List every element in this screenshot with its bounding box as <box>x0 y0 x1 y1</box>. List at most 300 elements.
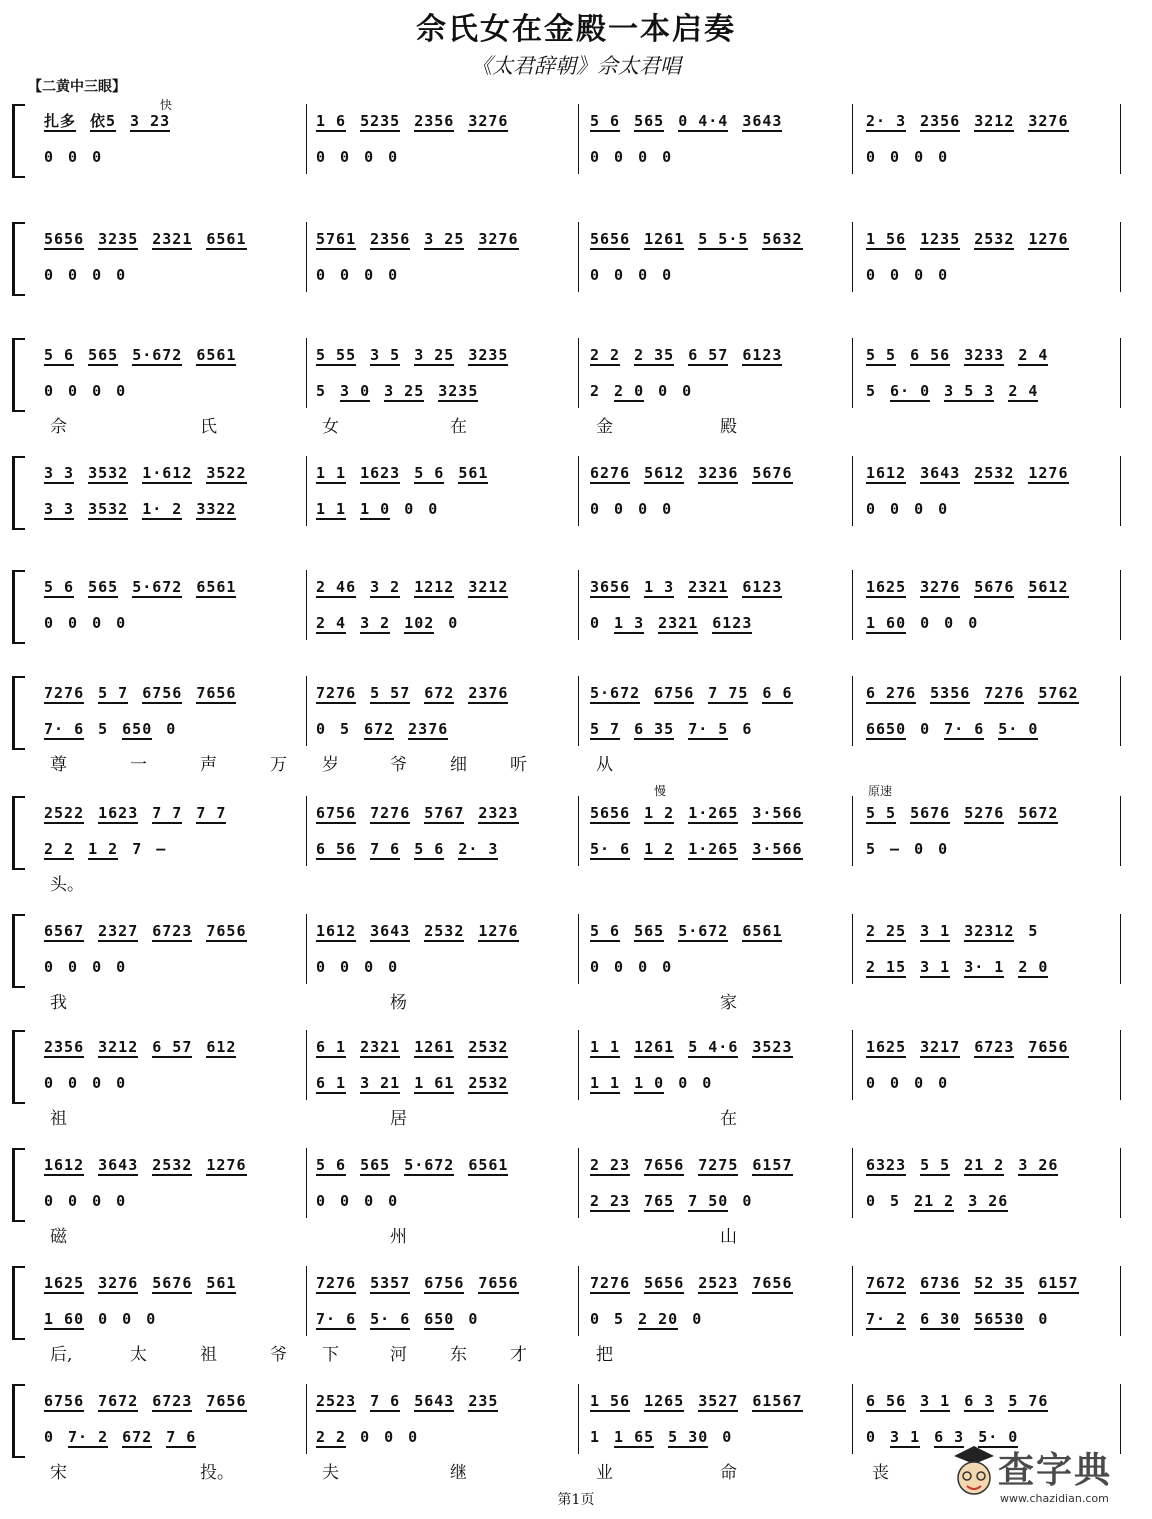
note-group: 1 0 <box>360 500 391 518</box>
note-group: 5 6 <box>414 464 445 482</box>
lyric-syllable: 丧 <box>872 1463 889 1483</box>
measure <box>316 840 566 862</box>
note-group: 3276 <box>98 1274 139 1292</box>
measure <box>590 958 846 980</box>
note-group: 6123 <box>742 346 783 364</box>
lyric-syllable: 家 <box>720 993 737 1013</box>
note-group: 0 <box>638 958 649 976</box>
note-group: 7656 <box>206 1392 247 1410</box>
note-group: 1625 <box>866 578 907 596</box>
measure <box>590 804 846 826</box>
note-group: 1261 <box>634 1038 675 1056</box>
note-group: 0 <box>44 148 55 166</box>
measure <box>44 1392 284 1414</box>
measure <box>44 684 284 706</box>
note-group: 1261 <box>414 1038 455 1056</box>
note-group: 0 <box>384 1428 395 1446</box>
score-system <box>0 796 1152 895</box>
measure <box>590 1156 846 1178</box>
note-group: 7· 6 <box>316 1310 357 1328</box>
note-group: 1 1 <box>590 1038 621 1056</box>
note-group: 3 25 <box>384 382 425 400</box>
note-group: 21 2 <box>914 1192 955 1210</box>
note-group: 2321 <box>658 614 699 632</box>
note-group: 0 <box>44 1192 55 1210</box>
note-group: 5656 <box>590 804 631 822</box>
mode-label: 【二黄中三眼】 <box>28 79 126 95</box>
measure <box>590 230 846 252</box>
note-group: 7 6 <box>166 1428 197 1446</box>
note-group: 0 <box>116 614 127 632</box>
note-group: 3276 <box>468 112 509 130</box>
measure <box>590 500 846 522</box>
note-group: 1276 <box>206 1156 247 1174</box>
score-system <box>0 676 1152 775</box>
note-group: 5762 <box>1038 684 1079 702</box>
lyrics-row <box>0 1104 1152 1128</box>
lyric-syllable: 命 <box>720 1463 737 1483</box>
note-group: 0 <box>340 266 351 284</box>
note-group: 1 1 <box>590 1074 621 1092</box>
measure <box>316 1310 566 1332</box>
note-group: 0 <box>866 500 877 518</box>
note-group: 0 <box>638 500 649 518</box>
measure <box>44 112 284 134</box>
note-group: 3 2 <box>360 614 391 632</box>
note-group: 1 2 <box>644 840 675 858</box>
note-group: 0 <box>116 958 127 976</box>
note-group: 6 3 <box>934 1428 965 1446</box>
note-group: 1 3 <box>614 614 645 632</box>
note-group: 0 <box>44 1428 55 1446</box>
note-group: 7656 <box>206 922 247 940</box>
tempo-mark-fast: 快 <box>160 98 173 112</box>
note-group: 3 26 <box>1018 1156 1059 1174</box>
note-group: 6 57 <box>152 1038 193 1056</box>
note-group: 5·672 <box>404 1156 455 1174</box>
measure <box>316 922 566 944</box>
score-system <box>0 1266 1152 1365</box>
measure <box>44 1428 284 1450</box>
note-group: 5· 0 <box>978 1428 1019 1446</box>
vocal-row <box>0 1074 1152 1096</box>
note-group: 1 3 <box>644 578 675 596</box>
lyric-syllable: 夫 <box>322 1463 339 1483</box>
note-group: 2 0 <box>1018 958 1049 976</box>
note-group: 5 5 <box>866 804 897 822</box>
measure <box>590 1274 846 1296</box>
note-group: 2327 <box>98 922 139 940</box>
note-group: 0 <box>938 148 949 166</box>
note-group: 0 <box>44 614 55 632</box>
note-group: 21 2 <box>964 1156 1005 1174</box>
note-group: 2523 <box>316 1392 357 1410</box>
lyric-syllable: 在 <box>720 1109 737 1129</box>
note-group: 7656 <box>644 1156 685 1174</box>
lyric-syllable: 祖 <box>200 1345 217 1365</box>
lyric-syllable: 下 <box>322 1345 339 1365</box>
lyric-syllable: 我 <box>50 993 67 1013</box>
note-group: 0 <box>914 840 925 858</box>
note-group: 6· 0 <box>890 382 931 400</box>
note-group: 0 <box>590 148 601 166</box>
note-group: 2376 <box>408 720 449 738</box>
note-group: 6 1 <box>316 1038 347 1056</box>
note-group: 0 <box>590 266 601 284</box>
note-group: 61567 <box>752 1392 803 1410</box>
note-group: 5276 <box>964 804 1005 822</box>
measure <box>590 464 846 486</box>
note-group: 1612 <box>866 464 907 482</box>
note-group: 3522 <box>206 464 247 482</box>
note-group: 5 5 <box>920 1156 951 1174</box>
measure <box>866 840 1116 862</box>
note-group: 5356 <box>930 684 971 702</box>
note-group: 5·672 <box>132 578 183 596</box>
note-group: 6723 <box>152 1392 193 1410</box>
measure <box>316 266 566 288</box>
note-group: 3·566 <box>752 840 803 858</box>
note-group: 2532 <box>152 1156 193 1174</box>
note-group: 2532 <box>974 464 1015 482</box>
tempo-mark-slow: 慢 <box>654 784 667 798</box>
note-group: 0 <box>408 1428 419 1446</box>
note-group: 3235 <box>468 346 509 364</box>
note-group: 7 7 <box>196 804 227 822</box>
note-group: 7· 2 <box>68 1428 109 1446</box>
note-group: 6 276 <box>866 684 917 702</box>
measure <box>44 840 284 862</box>
note-group: 0 <box>742 1192 753 1210</box>
note-group: 6 1 <box>316 1074 347 1092</box>
note-group: 5676 <box>974 578 1015 596</box>
note-group: 0 <box>116 266 127 284</box>
measure <box>316 684 566 706</box>
vocal-row <box>0 500 1152 522</box>
note-group: 0 <box>590 614 601 632</box>
note-group: 6276 <box>590 464 631 482</box>
note-group: 3 5 3 <box>944 382 995 400</box>
note-group: 5· 6 <box>590 840 631 858</box>
measure <box>44 1192 284 1214</box>
measure <box>866 1310 1116 1332</box>
note-group: 7276 <box>44 684 85 702</box>
note-group: 2 0 <box>614 382 645 400</box>
note-group: 5632 <box>762 230 803 248</box>
note-group: 5 <box>614 1310 625 1328</box>
measure <box>44 148 284 170</box>
note-group: 0 <box>658 382 669 400</box>
note-group: 1 6 <box>316 112 347 130</box>
note-group: 0 <box>938 840 949 858</box>
note-group: 5 55 <box>316 346 357 364</box>
note-group: 1·612 <box>142 464 193 482</box>
note-group: 5 30 <box>668 1428 709 1446</box>
note-group: 0 <box>662 266 673 284</box>
note-group: 1276 <box>478 922 519 940</box>
note-group: 1276 <box>1028 230 1069 248</box>
note-group: 2 46 <box>316 578 357 596</box>
note-group: 1612 <box>44 1156 85 1174</box>
lyric-syllable: 继 <box>450 1463 467 1483</box>
note-group: 7 7 <box>152 804 183 822</box>
note-group: 0 <box>692 1310 703 1328</box>
measure <box>866 1192 1116 1214</box>
note-group: — <box>156 840 167 858</box>
note-group: 3322 <box>196 500 237 518</box>
lyric-syllable: 才 <box>510 1345 527 1365</box>
note-group: 扎多 <box>44 112 77 130</box>
note-group: 6650 <box>866 720 907 738</box>
note-group: 7 <box>132 840 143 858</box>
note-group: 6561 <box>196 578 237 596</box>
note-group: 0 <box>68 1192 79 1210</box>
note-group: 235 <box>468 1392 499 1410</box>
note-group: 7 6 <box>370 840 401 858</box>
note-group: 0 <box>92 148 103 166</box>
note-group: 1 1 <box>316 500 347 518</box>
note-group: 0 <box>388 148 399 166</box>
note-group: 102 <box>404 614 435 632</box>
lyric-syllable: 佘 <box>50 417 67 437</box>
measure <box>44 922 284 944</box>
note-group: 5 <box>98 720 109 738</box>
note-group: 1623 <box>98 804 139 822</box>
measure <box>590 840 846 862</box>
note-group: 2 4 <box>1018 346 1049 364</box>
lyric-syllable: 磁 <box>50 1227 67 1247</box>
note-group: 1 2 <box>88 840 119 858</box>
accompaniment-row <box>0 1038 1152 1060</box>
lyric-syllable: 万 <box>270 755 287 775</box>
note-group: 5 7 <box>590 720 621 738</box>
note-group: 561 <box>458 464 489 482</box>
measure <box>316 1192 566 1214</box>
measure <box>316 1074 566 1096</box>
note-group: 52 35 <box>974 1274 1025 1292</box>
lyric-syllable: 太 <box>130 1345 147 1365</box>
note-group: 2356 <box>44 1038 85 1056</box>
note-group: 0 <box>316 958 327 976</box>
note-group: 5 57 <box>370 684 411 702</box>
note-group: 1 60 <box>44 1310 85 1328</box>
note-group: 0 <box>866 1074 877 1092</box>
note-group: 0 <box>364 266 375 284</box>
note-group: 0 <box>914 500 925 518</box>
lyric-syllable: 细 <box>450 755 467 775</box>
note-group: 0 <box>68 614 79 632</box>
note-group: 5 <box>316 382 327 400</box>
measure <box>866 922 1116 944</box>
score-system <box>0 1148 1152 1247</box>
note-group: 1623 <box>360 464 401 482</box>
note-group: 6157 <box>752 1156 793 1174</box>
note-group: 1261 <box>644 230 685 248</box>
note-group: 0 4·4 <box>678 112 729 130</box>
note-group: 6723 <box>974 1038 1015 1056</box>
vocal-row <box>0 614 1152 636</box>
note-group: 2 2 <box>44 840 75 858</box>
note-group: 7276 <box>984 684 1025 702</box>
lyrics-row <box>0 988 1152 1012</box>
note-group: 0 <box>682 382 693 400</box>
measure <box>316 578 566 600</box>
note-group: 1265 <box>644 1392 685 1410</box>
note-group: 1 0 <box>634 1074 665 1092</box>
note-group: 3643 <box>98 1156 139 1174</box>
vocal-row <box>0 958 1152 980</box>
measure <box>866 230 1116 252</box>
note-group: 0 <box>590 1310 601 1328</box>
note-group: 0 <box>590 500 601 518</box>
note-group: 0 <box>428 500 439 518</box>
note-group: 1612 <box>316 922 357 940</box>
lyric-syllable: 后, <box>50 1345 73 1365</box>
note-group: 5·672 <box>678 922 729 940</box>
note-group: 3643 <box>920 464 961 482</box>
note-group: 6 56 <box>866 1392 907 1410</box>
note-group: 650 <box>424 1310 455 1328</box>
note-group: 1·265 <box>688 804 739 822</box>
note-group: 6 3 <box>964 1392 995 1410</box>
lyric-syllable: 把 <box>596 1345 613 1365</box>
note-group: 0 <box>866 1192 877 1210</box>
note-group: 3 0 <box>340 382 371 400</box>
note-group: 612 <box>206 1038 237 1056</box>
note-group: 5676 <box>910 804 951 822</box>
lyric-syllable: 殿 <box>720 417 737 437</box>
note-group: 3212 <box>974 112 1015 130</box>
lyric-syllable: 从 <box>596 755 613 775</box>
note-group: 5 6 <box>44 578 75 596</box>
note-group: 0 <box>938 266 949 284</box>
note-group: 6 56 <box>910 346 951 364</box>
note-group: 1235 <box>920 230 961 248</box>
note-group: 0 <box>448 614 459 632</box>
measure <box>590 614 846 636</box>
note-group: 0 <box>920 614 931 632</box>
note-group: 2323 <box>478 804 519 822</box>
note-group: 5656 <box>644 1274 685 1292</box>
accompaniment-row <box>0 578 1152 600</box>
note-group: 5 5 <box>866 346 897 364</box>
note-group: 0 <box>678 1074 689 1092</box>
lyrics-row <box>0 412 1152 436</box>
watermark-title: 查字典 <box>998 1450 1113 1491</box>
accompaniment-row <box>0 1274 1152 1296</box>
note-group: 7656 <box>196 684 237 702</box>
note-group: 5 5·5 <box>698 230 749 248</box>
note-group: 0 <box>166 720 177 738</box>
score-system <box>0 456 1152 536</box>
measure <box>44 804 284 826</box>
watermark-url: www.chazidian.com <box>1000 1492 1109 1505</box>
note-group: 5 6 <box>414 840 445 858</box>
lyric-syllable: 州 <box>390 1227 407 1247</box>
note-group: 5235 <box>360 112 401 130</box>
score-system <box>0 914 1152 1013</box>
note-group: 1 61 <box>414 1074 455 1092</box>
note-group: 0 <box>92 958 103 976</box>
note-group: 3527 <box>698 1392 739 1410</box>
measure <box>316 112 566 134</box>
note-group: 5 6 <box>590 922 621 940</box>
note-group: 0 <box>388 266 399 284</box>
lyric-syllable: 尊 <box>50 755 67 775</box>
note-group: 0 <box>92 382 103 400</box>
vocal-row <box>0 840 1152 862</box>
note-group: 7656 <box>1028 1038 1069 1056</box>
accompaniment-row <box>0 684 1152 706</box>
note-group: 2356 <box>370 230 411 248</box>
measure <box>316 1392 566 1414</box>
note-group: 2532 <box>424 922 465 940</box>
note-group: 5767 <box>424 804 465 822</box>
note-group: 0 <box>662 148 673 166</box>
note-group: 3212 <box>468 578 509 596</box>
note-group: 7276 <box>316 1274 357 1292</box>
measure <box>866 720 1116 742</box>
note-group: 7656 <box>752 1274 793 1292</box>
lyric-syllable: 金 <box>596 417 613 437</box>
note-group: 0 <box>68 382 79 400</box>
note-group: 5 6 <box>44 346 75 364</box>
note-group: 0 <box>116 382 127 400</box>
lyric-syllable: 山 <box>720 1227 737 1247</box>
lyrics-row <box>0 1340 1152 1364</box>
note-group: 0 <box>364 148 375 166</box>
note-group: 1· 2 <box>142 500 183 518</box>
note-group: 0 <box>388 958 399 976</box>
note-group: 765 <box>644 1192 675 1210</box>
note-group: 0 <box>914 148 925 166</box>
measure <box>866 346 1116 368</box>
note-group: 0 <box>388 1192 399 1210</box>
note-group: 2 4 <box>316 614 347 632</box>
note-group: 0 <box>920 720 931 738</box>
note-group: 3 21 <box>360 1074 401 1092</box>
note-group: 672 <box>122 1428 153 1446</box>
note-group: 0 <box>866 1428 877 1446</box>
mascot-icon <box>952 1444 996 1504</box>
note-group: 5· 0 <box>998 720 1039 738</box>
measure <box>44 1310 284 1332</box>
note-group: 0 <box>340 958 351 976</box>
note-group: 5676 <box>752 464 793 482</box>
lyric-syllable: 在 <box>450 417 467 437</box>
note-group: 2· 3 <box>866 112 907 130</box>
measure <box>44 958 284 980</box>
measure <box>866 578 1116 600</box>
accompaniment-row <box>0 922 1152 944</box>
note-group: 0 <box>92 614 103 632</box>
note-group: 3 2 <box>370 578 401 596</box>
measure <box>44 614 284 636</box>
note-group: 0 <box>662 958 673 976</box>
note-group: 565 <box>634 922 665 940</box>
note-group: 0 <box>662 500 673 518</box>
note-group: 7 75 <box>708 684 749 702</box>
note-group: 2· 3 <box>458 840 499 858</box>
note-group: 0 <box>68 958 79 976</box>
note-group: 0 <box>866 266 877 284</box>
page-number: 第1页 <box>557 1492 595 1508</box>
measure <box>590 922 846 944</box>
measure <box>866 1074 1116 1096</box>
measure <box>316 148 566 170</box>
lyric-syllable: 一 <box>130 755 147 775</box>
lyric-syllable: 杨 <box>390 993 407 1013</box>
